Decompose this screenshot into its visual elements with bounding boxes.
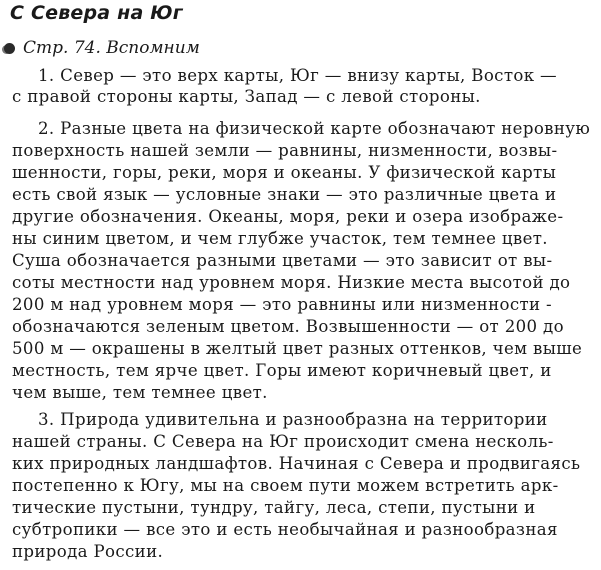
section-subhead <box>4 38 200 58</box>
text-line: другие обозначения. Океаны, моря, реки и озера изображе- <box>12 207 564 226</box>
subhead-text: Стр. 74. Вспомним <box>23 38 200 58</box>
text-line: местность, тем ярче цвет. Горы имеют коричневый цвет, и <box>12 361 552 380</box>
text-line: нашей страны. С Севера на Юг происходит смена несколь- <box>12 432 554 451</box>
text-line: 1. Север — это верх карты, Юг — внизу карты, Восток — <box>38 66 557 85</box>
text-line: шенности, горы, реки, моря и океаны. У физической карты <box>12 163 557 182</box>
text-line: субтропики — все это и есть необычайная и разнообразная <box>12 520 558 539</box>
text-line: обозначаются зеленым цветом. Возвышенности — от 200 до <box>12 317 564 336</box>
document-title: С Севера на Юг <box>10 2 183 24</box>
text-line: 200 м над уровнем моря — это равнины или низменности - <box>12 295 552 314</box>
text-line: Суша обозначается разными цветами — это зависит от вы- <box>12 251 553 270</box>
text-line: есть свой язык — условные знаки — это различные цвета и <box>12 185 557 204</box>
text-line: ких природных ландшафтов. Начиная с Севера и продвигаясь <box>12 454 581 473</box>
text-line: соты местности над уровнем моря. Низкие места высотой до <box>12 273 571 292</box>
text-line: тические пустыни, тундру, тайгу, леса, степи, пустыни и <box>12 498 536 517</box>
text-line: 500 м — окрашены в желтый цвет разных оттенков, чем выше <box>12 339 583 358</box>
text-line: чем выше, тем темнее цвет. <box>12 383 268 402</box>
text-line: постепенно к Югу, мы на своем пути можем встретить арк- <box>12 476 559 495</box>
text-line: ны синим цветом, и чем глубже участок, тем темнее цвет. <box>12 229 548 248</box>
text-line: с правой стороны карты, Запад — с левой стороны. <box>12 87 481 106</box>
bullet-icon <box>4 43 15 54</box>
text-line: природа России. <box>12 542 164 561</box>
text-line: поверхность нашей земли — равнины, низменности, возвы- <box>12 141 558 160</box>
text-line: 2. Разные цвета на физической карте обозначают неровную <box>38 119 591 138</box>
text-line: 3. Природа удивительна и разнообразна на территории <box>38 410 548 429</box>
